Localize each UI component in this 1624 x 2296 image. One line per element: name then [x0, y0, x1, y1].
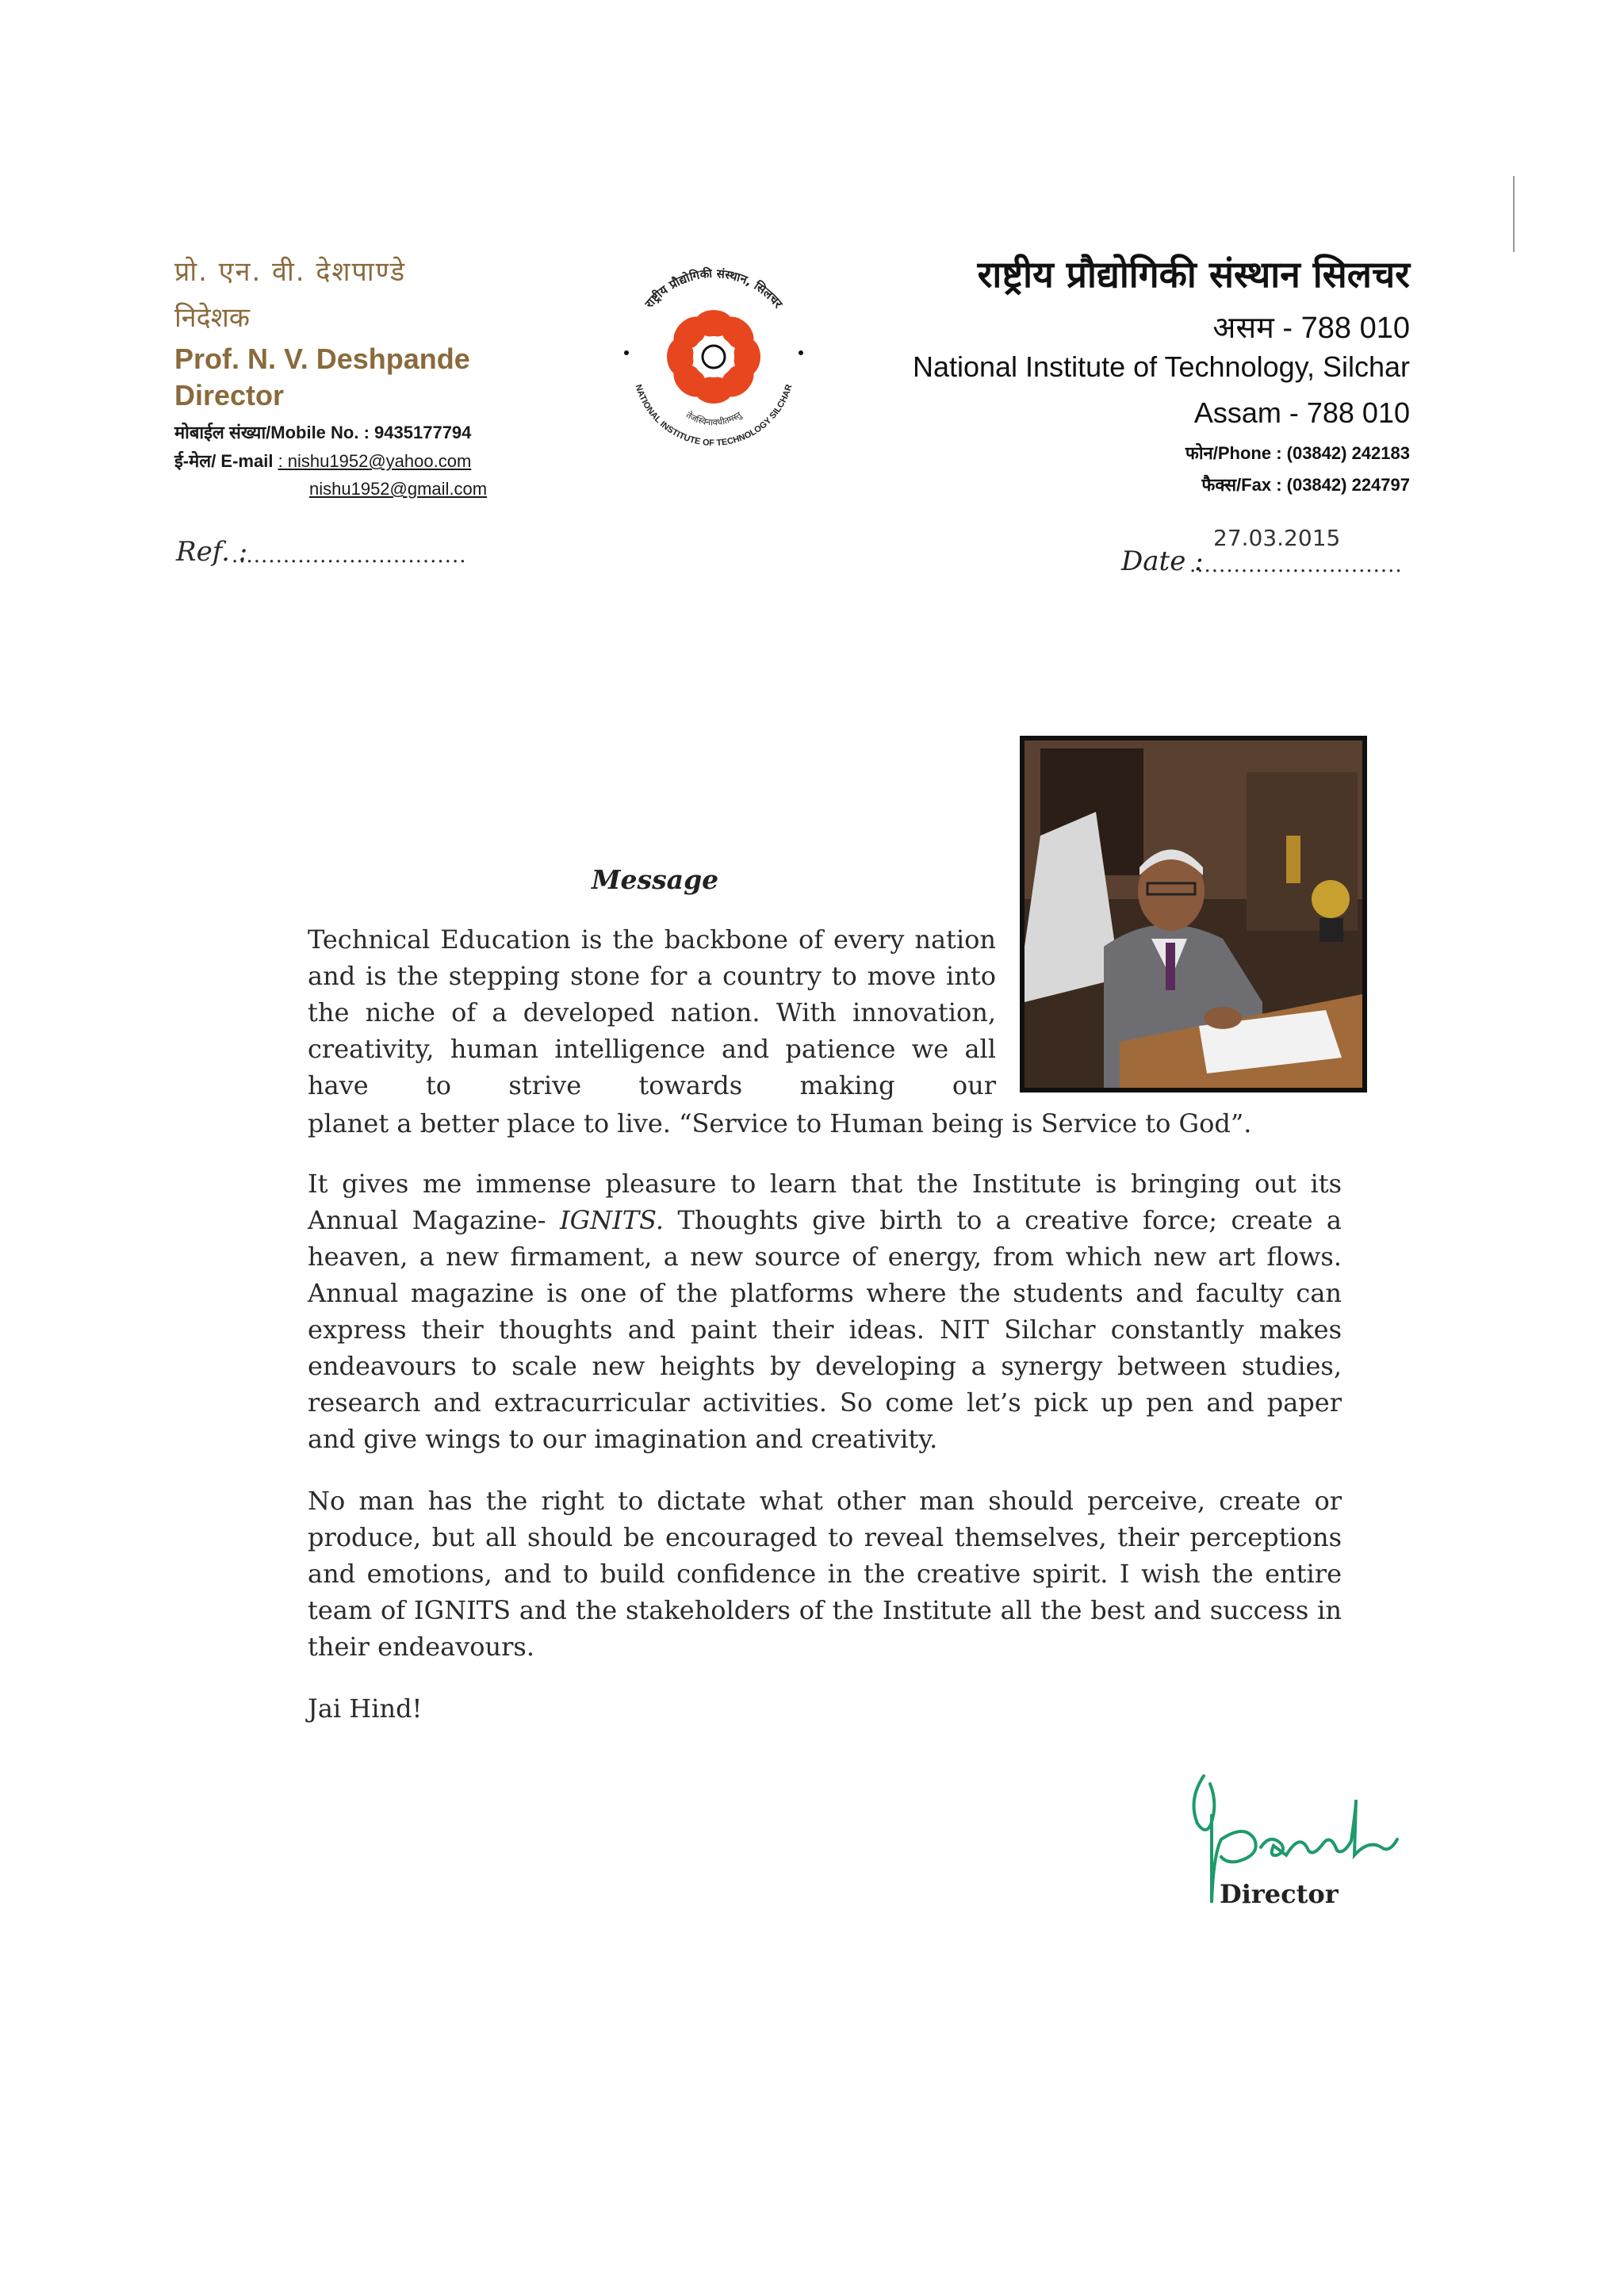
email-secondary-line — [309, 479, 487, 499]
address-hindi: असम - 788 010 — [1212, 312, 1410, 345]
mobile-value: : 9435177794 — [363, 423, 472, 442]
director-name-english: Prof. N. V. Deshpande — [174, 342, 470, 375]
date-label: Date : — [1121, 545, 1204, 577]
email-primary-link[interactable]: : nishu1952@yahoo.com — [278, 451, 472, 471]
director-photo-icon — [1025, 740, 1362, 1088]
director-title-english: Director — [174, 379, 285, 411]
institute-name-hindi: राष्ट्रीय प्रौद्योगिकी संस्थान सिलचर — [977, 253, 1410, 296]
logo-text-top: राष्ट्रीय प्रौद्योगिकी संस्थान, सिलचर — [642, 266, 786, 311]
nit-silchar-logo — [603, 238, 825, 476]
signature-designation: Director — [1220, 1879, 1339, 1909]
message-paragraph-2 — [308, 1165, 1342, 1457]
address-english: Assam - 788 010 — [1193, 396, 1410, 429]
mobile-label: मोबाईल संख्या/Mobile No. — [174, 423, 359, 442]
message-paragraph-1-last-line: planet a better place to live. “Service to Human being is Service to God”. — [308, 1108, 1252, 1138]
institute-name-english: National Institute of Technology, Silchar — [912, 350, 1410, 383]
fax-line: फैक्स/Fax : (03842) 224797 — [1201, 475, 1410, 495]
svg-text:राष्ट्रीय प्रौद्योगिकी संस्थान — [642, 266, 786, 312]
svg-text:तेजस्विनावधीतमस्तु — [684, 409, 744, 427]
ref-dots: ................................ — [232, 544, 467, 568]
date-value: 27.03.2015 — [1213, 525, 1341, 551]
email-label: ई-मेल/ E-mail — [174, 451, 274, 471]
closing-line: Jai Hind! — [308, 1693, 423, 1724]
message-paragraph-1: Technical Education is the backbone of every nation and is the stepping stone for a country to move into the niche of a developed nation. With innovation, creativity, human intelligence and patience we all have to strive towards making our — [308, 924, 996, 1100]
phone-line: फोन/Phone : (03842) 242183 — [1185, 443, 1410, 463]
date-dots: ............................. — [1189, 553, 1403, 577]
director-name-hindi: प्रो. एन. वी. देशपाण्डे — [174, 256, 407, 288]
logo-motto: तेजस्विनावधीतमस्तु — [684, 409, 744, 428]
paragraph-2-text-a: It gives me immense pleasure to learn that the Institute is bringing out its Annual Magazine- — [308, 1169, 1342, 1235]
magazine-name: IGNITS. — [559, 1205, 665, 1235]
message-title: Message — [592, 864, 719, 895]
mobile-line — [174, 420, 471, 444]
ref-label: Ref. : — [176, 536, 248, 568]
scan-edge-mark — [1513, 176, 1515, 252]
paragraph-2-text-b: Thoughts give birth to a creative force; create a heaven, a new firmament, a new source of energy, from which new art flows. Annual magazine is one of the platforms where the students and faculty can express their thoughts and paint their ideas. NIT Silchar constantly makes endeavours to scale new heights by developing a synergy between studies, research and extracurricular activities. So come let’s pick up pen and paper and give wings to our imagination and creativity. — [308, 1205, 1342, 1454]
director-title-hindi: निदेशक — [174, 302, 250, 334]
email-line — [174, 449, 471, 473]
logo-text-bottom: NATIONAL INSTITUTE OF TECHNOLOGY SILCHAR — [633, 383, 795, 449]
director-photo — [1020, 736, 1367, 1093]
email-secondary-link[interactable]: nishu1952@gmail.com — [309, 479, 488, 499]
message-paragraph-3: No man has the right to dictate what other man should perceive, create or produce, but all should be encouraged to reveal themselves, their perceptions and emotions, and to build confidence in the creative spirit. I wish the entire team of IGNITS and the stakeholders of the Institute all the best and success in their endeavours. — [308, 1486, 1342, 1662]
